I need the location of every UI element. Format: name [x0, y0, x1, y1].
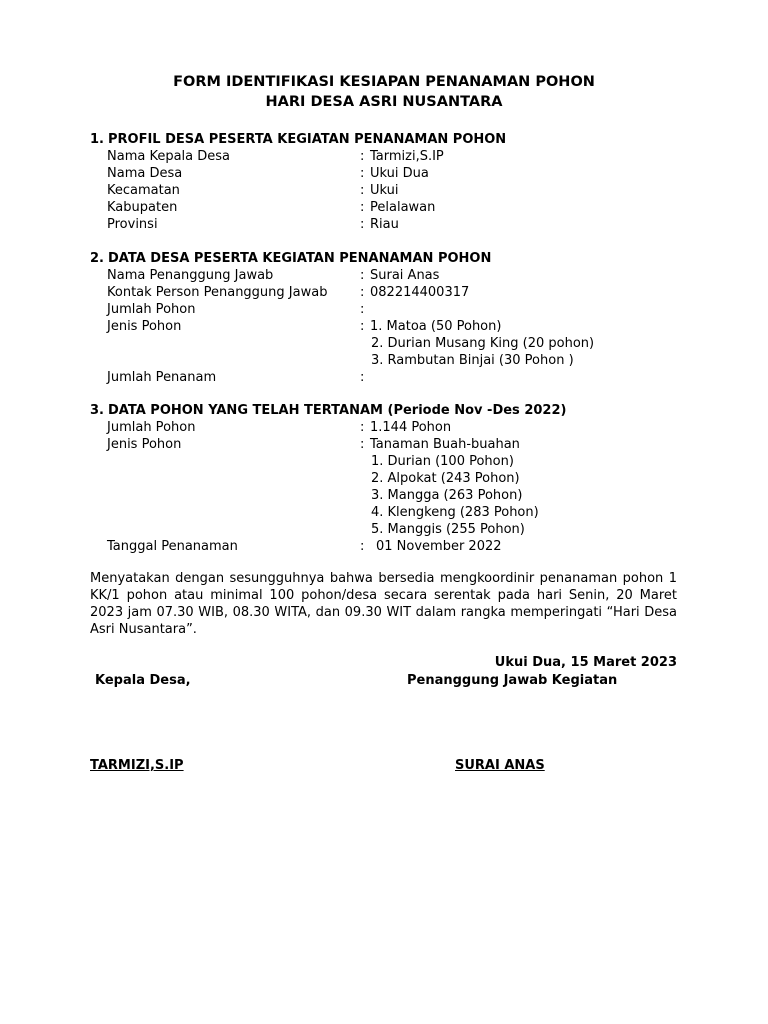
field-colon: :: [360, 539, 365, 554]
field-value: Surai Anas: [370, 268, 440, 283]
field-colon: :: [360, 437, 365, 452]
tree-list-item: 2. Durian Musang King (20 pohon): [371, 336, 595, 351]
field-label: Jumlah Pohon: [107, 420, 196, 435]
section2-title: DATA DESA PESERTA KEGIATAN PENANAMAN POHON: [108, 251, 492, 266]
field-colon: :: [360, 183, 365, 198]
person-in-charge-name: SURAI ANAS: [455, 758, 545, 773]
field-colon: :: [360, 268, 365, 283]
field-colon: :: [360, 200, 365, 215]
field-label: Provinsi: [107, 217, 158, 232]
section1-title: PROFIL DESA PESERTA KEGIATAN PENANAMAN POHON: [108, 132, 507, 147]
field-value: Ukui Dua: [370, 166, 429, 181]
tree-list-item: 3. Rambutan Binjai (30 Pohon ): [371, 353, 574, 368]
field-colon: :: [360, 370, 365, 385]
field-colon: :: [360, 285, 365, 300]
field-label: Tanggal Penanaman: [107, 539, 238, 554]
section2-heading: [90, 250, 491, 267]
field-value: 01 November 2022: [376, 539, 502, 554]
section1-number: 1.: [90, 132, 104, 147]
field-colon: :: [360, 420, 365, 435]
field-colon: :: [360, 217, 365, 232]
village-head-title: Kepala Desa,: [95, 673, 191, 688]
field-label: Nama Kepala Desa: [107, 149, 231, 164]
field-label: Jumlah Penanam: [107, 370, 217, 385]
tree-list-item: 2. Alpokat (243 Pohon): [371, 471, 520, 486]
form-subtitle: HARI DESA ASRI NUSANTARA: [265, 94, 503, 110]
village-head-name: TARMIZI,S.IP: [90, 758, 184, 773]
field-value: 1.144 Pohon: [370, 420, 452, 435]
field-value: 082214400317: [370, 285, 470, 300]
field-colon: :: [360, 149, 365, 164]
section3-title: DATA POHON YANG TELAH TERTANAM (Periode Nov -Des 2022): [108, 403, 567, 418]
field-colon: :: [360, 166, 365, 181]
statement-paragraph: Menyatakan dengan sesungguhnya bahwa bersedia mengkoordinir penanaman pohon 1 KK/1 pohon atau minimal 100 pohon/desa secara serentak pada hari Senin, 20 Maret 2023 jam 07.30 WIB, 08.30 WITA, dan 09.30 WIT dalam rangka memperingati “Hari Desa Asri Nusantara”.: [90, 571, 677, 637]
section3-heading: [90, 402, 566, 419]
form-title: FORM IDENTIFIKASI KESIAPAN PENANAMAN POHON: [173, 74, 595, 90]
field-value: 1. Matoa (50 Pohon): [370, 319, 502, 334]
field-value: Tanaman Buah-buahan: [370, 437, 520, 452]
place-date: Ukui Dua, 15 Maret 2023: [494, 655, 677, 670]
person-in-charge-title: Penanggung Jawab Kegiatan: [407, 673, 618, 688]
field-value: Riau: [370, 217, 399, 232]
field-label: Jenis Pohon: [107, 319, 182, 334]
tree-list-item: 4. Klengkeng (283 Pohon): [371, 505, 539, 520]
section3-number: 3.: [90, 403, 104, 418]
field-label: Kabupaten: [107, 200, 178, 215]
field-colon: :: [360, 319, 365, 334]
field-value: Tarmizi,S.IP: [370, 149, 444, 164]
field-label: Nama Penanggung Jawab: [107, 268, 274, 283]
tree-list-item: 1. Durian (100 Pohon): [371, 454, 514, 469]
tree-list-item: 5. Manggis (255 Pohon): [371, 522, 525, 537]
field-label: Kecamatan: [107, 183, 180, 198]
field-value: Ukui: [370, 183, 399, 198]
field-label: Nama Desa: [107, 166, 183, 181]
section2-number: 2.: [90, 251, 104, 266]
field-value: Pelalawan: [370, 200, 436, 215]
field-label: Jenis Pohon: [107, 437, 182, 452]
section1-heading: [90, 131, 506, 148]
field-label: Jumlah Pohon: [107, 302, 196, 317]
field-label: Kontak Person Penanggung Jawab: [107, 285, 328, 300]
field-colon: :: [360, 302, 365, 317]
tree-list-item: 3. Mangga (263 Pohon): [371, 488, 523, 503]
